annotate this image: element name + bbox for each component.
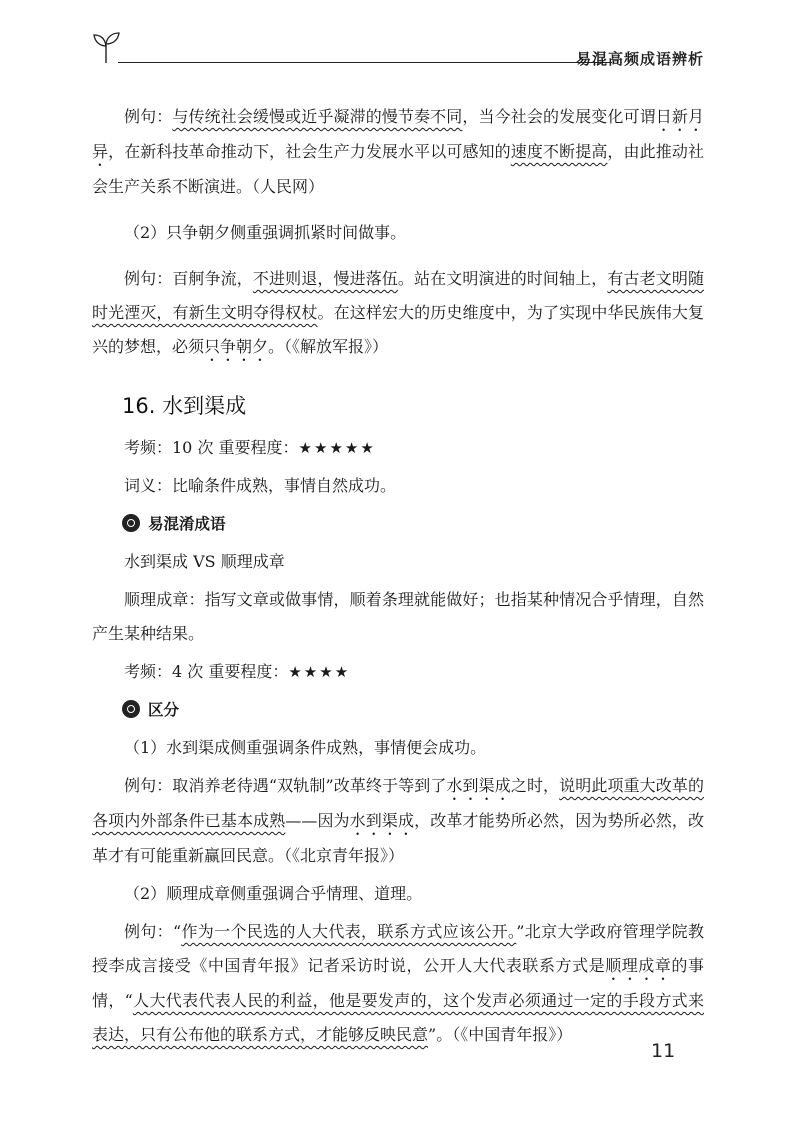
header-rule: [118, 62, 612, 63]
example-paragraph: 例句：百舸争流，不进则退，慢进落伍。站在文明演进的时间轴上，有古老文明随时光湮灭，有新生文明夺得权杖。在这样宏大的历史维度中，为了实现中华民族伟大复兴的梦想，必须只争朝夕。（《解放军报》）: [92, 269, 704, 356]
rating-stars: ★★★★: [288, 663, 351, 681]
idiom-pair: 水到渠成 VS 顺理成章: [124, 552, 285, 571]
frequency-line: 考频：4 次 重要程度：★★★★: [124, 662, 351, 681]
bullet-circle-icon: [122, 514, 140, 532]
distinction-heading: 区分: [92, 693, 704, 727]
distinction-point: （2）只争朝夕侧重强调抓紧时间做事。: [124, 223, 407, 242]
example-paragraph: 例句：取消养老待遇“双轨制”改革终于等到了水到渠成之时，说明此项重大改革的各项内外部条件已基本成熟——因为水到渠成，改革才能势所必然，因为势所必然，改革才有可能重新赢回民意。（《北京青年报》）: [92, 776, 704, 865]
header-title: 易混高频成语辨析: [575, 50, 704, 68]
definition-paragraph: 顺理成章：指写文章或做事情，顺着条理就能做好；也指某种情况合乎情理，自然产生某种结果。: [92, 590, 704, 643]
page-number: 11: [651, 1040, 676, 1062]
example-paragraph: 例句：“作为一个民选的人大代表，联系方式应该公开。”北京大学政府管理学院教授李成言接受《中国青年报》记者采访时说，公开人大代表联系方式是顺理成章的事情，“人大代表代表人民的利益，他是要发声的，这个发声必须通过一定的手段方式来表达，只有公布他的联系方式，才能够反映民意”。（《中国青年报》）: [92, 922, 704, 1044]
section-title: 16. 水到渠成: [122, 394, 247, 418]
frequency-line: 考频：10 次 重要程度：★★★★★: [124, 438, 376, 457]
distinction-point: （2）顺理成章侧重强调合乎情理、道理。: [124, 884, 423, 903]
confusable-heading: 易混淆成语: [92, 507, 704, 541]
meaning-line: 词义：比喻条件成熟，事情自然成功。: [124, 476, 397, 495]
sprout-icon: [92, 30, 122, 64]
running-header: [92, 28, 704, 68]
example-paragraph: 例句：与传统社会缓慢或近乎凝滞的慢节奏不同，当今社会的发展变化可谓日新月异，在新科技革命推动下，社会生产力发展水平以可感知的速度不断提高，由此推动社会生产关系不断演进。（人民网）: [92, 107, 704, 196]
page-body: [92, 100, 704, 1052]
distinction-point: （1）水到渠成侧重强调条件成熟，事情便会成功。: [124, 738, 487, 757]
rating-stars: ★★★★★: [298, 439, 376, 457]
bullet-circle-icon: [122, 700, 140, 718]
